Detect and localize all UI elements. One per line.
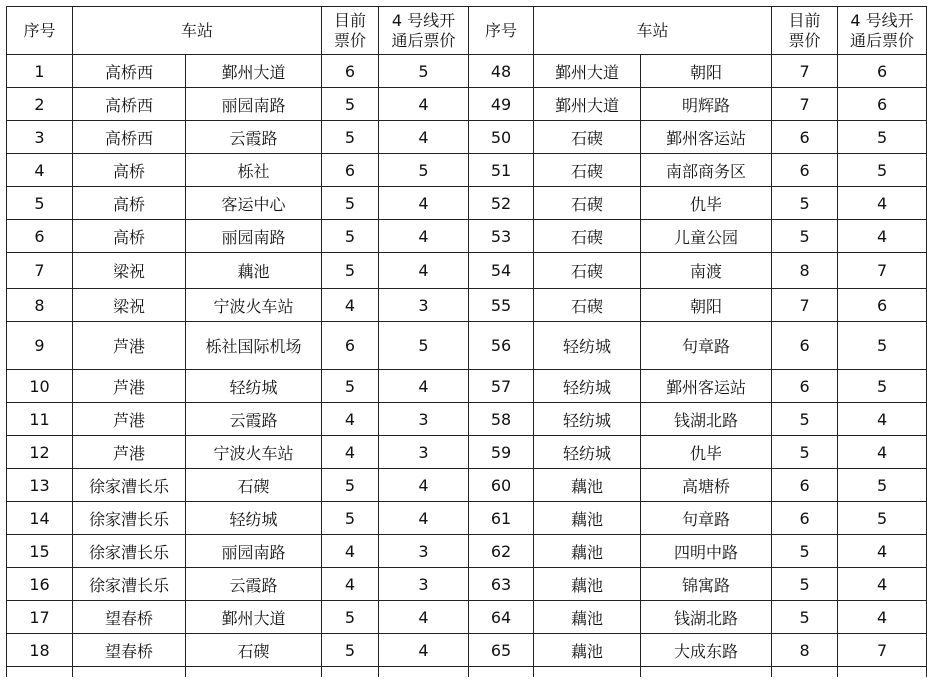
row-to-station-left: 栎社国际机场 xyxy=(186,322,322,370)
row-current-fare-left: 4 xyxy=(322,403,379,436)
row-no-right: 53 xyxy=(469,220,534,253)
row-current-fare-right: 6 xyxy=(772,154,838,187)
row-current-fare-right: 7 xyxy=(772,55,838,88)
row-no-right: 50 xyxy=(469,121,534,154)
row-no-right: 51 xyxy=(469,154,534,187)
row-no-left: 13 xyxy=(7,469,73,502)
row-after-fare-left: 4 xyxy=(379,253,469,289)
row-no-right: 59 xyxy=(469,436,534,469)
row-no-right: 54 xyxy=(469,253,534,289)
table-row xyxy=(7,220,927,253)
empty-cell xyxy=(469,667,534,678)
row-to-station-right: 仇毕 xyxy=(641,187,772,220)
empty-cell xyxy=(534,667,641,678)
row-to-station-left: 丽园南路 xyxy=(186,535,322,568)
empty-cell xyxy=(186,667,322,678)
row-after-fare-left: 4 xyxy=(379,121,469,154)
row-after-fare-left: 3 xyxy=(379,436,469,469)
table-row xyxy=(7,469,927,502)
row-after-fare-left: 3 xyxy=(379,403,469,436)
row-to-station-right: 句章路 xyxy=(641,322,772,370)
header-after-fare-line1: 4 号线开 xyxy=(850,10,914,30)
row-current-fare-right: 6 xyxy=(772,121,838,154)
row-to-station-left: 鄞州大道 xyxy=(186,55,322,88)
row-from-station-left: 徐家漕长乐 xyxy=(73,568,186,601)
table-row xyxy=(7,568,927,601)
row-from-station-left: 芦港 xyxy=(73,436,186,469)
row-after-fare-left: 4 xyxy=(379,601,469,634)
row-after-fare-left: 5 xyxy=(379,154,469,187)
row-current-fare-right: 8 xyxy=(772,253,838,289)
row-from-station-left: 高桥西 xyxy=(73,121,186,154)
row-to-station-left: 轻纺城 xyxy=(186,502,322,535)
row-from-station-left: 高桥 xyxy=(73,187,186,220)
row-no-left: 10 xyxy=(7,370,73,403)
row-to-station-right: 鄞州客运站 xyxy=(641,370,772,403)
row-no-left: 4 xyxy=(7,154,73,187)
row-no-right: 61 xyxy=(469,502,534,535)
table-row xyxy=(7,289,927,322)
row-after-fare-right: 6 xyxy=(838,289,927,322)
empty-cell xyxy=(73,667,186,678)
row-current-fare-right: 5 xyxy=(772,220,838,253)
table-row xyxy=(7,253,927,289)
row-no-right: 60 xyxy=(469,469,534,502)
row-to-station-left: 石碶 xyxy=(186,634,322,667)
header-current-fare-line1: 目前 xyxy=(334,10,367,30)
row-no-left: 1 xyxy=(7,55,73,88)
row-to-station-left: 轻纺城 xyxy=(186,370,322,403)
row-no-left: 17 xyxy=(7,601,73,634)
row-from-station-right: 石碶 xyxy=(534,220,641,253)
row-no-right: 58 xyxy=(469,403,534,436)
header-station-left: 车站 xyxy=(73,7,322,55)
table-row xyxy=(7,154,927,187)
row-from-station-left: 芦港 xyxy=(73,322,186,370)
row-no-right: 64 xyxy=(469,601,534,634)
row-from-station-right: 藕池 xyxy=(534,502,641,535)
row-from-station-right: 石碶 xyxy=(534,289,641,322)
row-current-fare-left: 6 xyxy=(322,55,379,88)
row-after-fare-right: 6 xyxy=(838,55,927,88)
row-from-station-right: 鄞州大道 xyxy=(534,55,641,88)
row-after-fare-left: 4 xyxy=(379,370,469,403)
row-to-station-left: 栎社 xyxy=(186,154,322,187)
row-current-fare-right: 8 xyxy=(772,634,838,667)
table-row xyxy=(7,403,927,436)
row-to-station-right: 高塘桥 xyxy=(641,469,772,502)
row-to-station-right: 朝阳 xyxy=(641,289,772,322)
row-no-right: 55 xyxy=(469,289,534,322)
row-to-station-right: 钱湖北路 xyxy=(641,403,772,436)
row-to-station-right: 钱湖北路 xyxy=(641,601,772,634)
header-no-right: 序号 xyxy=(469,7,534,55)
row-current-fare-right: 5 xyxy=(772,601,838,634)
row-no-right: 48 xyxy=(469,55,534,88)
row-current-fare-left: 5 xyxy=(322,502,379,535)
row-after-fare-left: 3 xyxy=(379,535,469,568)
row-no-left: 14 xyxy=(7,502,73,535)
row-current-fare-left: 5 xyxy=(322,187,379,220)
row-to-station-left: 丽园南路 xyxy=(186,88,322,121)
row-after-fare-left: 4 xyxy=(379,634,469,667)
table-row-partial xyxy=(7,667,927,678)
row-current-fare-right: 6 xyxy=(772,322,838,370)
header-after-fare-right xyxy=(838,7,927,55)
table-row xyxy=(7,535,927,568)
row-from-station-right: 藕池 xyxy=(534,535,641,568)
row-to-station-left: 藕池 xyxy=(186,253,322,289)
row-from-station-right: 轻纺城 xyxy=(534,322,641,370)
row-to-station-left: 石碶 xyxy=(186,469,322,502)
row-after-fare-left: 5 xyxy=(379,55,469,88)
row-after-fare-right: 4 xyxy=(838,220,927,253)
empty-cell xyxy=(838,667,927,678)
row-from-station-left: 高桥西 xyxy=(73,88,186,121)
row-after-fare-right: 7 xyxy=(838,253,927,289)
row-no-left: 12 xyxy=(7,436,73,469)
row-no-left: 7 xyxy=(7,253,73,289)
row-from-station-right: 石碶 xyxy=(534,187,641,220)
empty-cell xyxy=(772,667,838,678)
row-after-fare-left: 4 xyxy=(379,187,469,220)
row-current-fare-right: 5 xyxy=(772,436,838,469)
row-after-fare-right: 5 xyxy=(838,322,927,370)
row-after-fare-right: 5 xyxy=(838,370,927,403)
row-no-right: 52 xyxy=(469,187,534,220)
row-from-station-right: 轻纺城 xyxy=(534,370,641,403)
table-row xyxy=(7,121,927,154)
row-current-fare-right: 5 xyxy=(772,187,838,220)
row-no-left: 3 xyxy=(7,121,73,154)
header-current-fare-line1: 目前 xyxy=(788,10,821,30)
row-current-fare-left: 4 xyxy=(322,568,379,601)
row-no-left: 6 xyxy=(7,220,73,253)
row-current-fare-left: 5 xyxy=(322,601,379,634)
row-no-left: 18 xyxy=(7,634,73,667)
row-from-station-left: 徐家漕长乐 xyxy=(73,502,186,535)
row-current-fare-right: 5 xyxy=(772,403,838,436)
row-after-fare-right: 4 xyxy=(838,601,927,634)
row-after-fare-right: 5 xyxy=(838,502,927,535)
row-from-station-right: 轻纺城 xyxy=(534,403,641,436)
header-current-fare-right xyxy=(772,7,838,55)
row-to-station-left: 云霞路 xyxy=(186,403,322,436)
row-no-left: 11 xyxy=(7,403,73,436)
row-no-left: 8 xyxy=(7,289,73,322)
header-current-fare-line2: 票价 xyxy=(334,30,367,50)
row-current-fare-left: 5 xyxy=(322,88,379,121)
row-current-fare-right: 6 xyxy=(772,370,838,403)
row-from-station-right: 石碶 xyxy=(534,253,641,289)
row-after-fare-right: 4 xyxy=(838,436,927,469)
row-to-station-right: 朝阳 xyxy=(641,55,772,88)
fare-table xyxy=(6,6,927,677)
row-from-station-right: 藕池 xyxy=(534,469,641,502)
row-current-fare-left: 5 xyxy=(322,634,379,667)
row-current-fare-right: 7 xyxy=(772,88,838,121)
header-current-fare-line2: 票价 xyxy=(788,30,821,50)
row-after-fare-right: 4 xyxy=(838,187,927,220)
row-from-station-left: 高桥 xyxy=(73,154,186,187)
table-row xyxy=(7,88,927,121)
row-to-station-left: 宁波火车站 xyxy=(186,436,322,469)
row-to-station-right: 句章路 xyxy=(641,502,772,535)
header-after-fare-left xyxy=(379,7,469,55)
row-from-station-right: 石碶 xyxy=(534,154,641,187)
row-after-fare-left: 4 xyxy=(379,220,469,253)
row-current-fare-right: 5 xyxy=(772,535,838,568)
header-station-right: 车站 xyxy=(534,7,772,55)
row-after-fare-left: 4 xyxy=(379,88,469,121)
row-current-fare-left: 5 xyxy=(322,121,379,154)
row-from-station-left: 望春桥 xyxy=(73,634,186,667)
row-after-fare-right: 4 xyxy=(838,568,927,601)
row-after-fare-left: 3 xyxy=(379,568,469,601)
row-from-station-left: 徐家漕长乐 xyxy=(73,535,186,568)
header-current-fare-left xyxy=(322,7,379,55)
row-from-station-right: 藕池 xyxy=(534,568,641,601)
header-no-left: 序号 xyxy=(7,7,73,55)
row-no-left: 2 xyxy=(7,88,73,121)
row-to-station-right: 锦寓路 xyxy=(641,568,772,601)
row-no-left: 5 xyxy=(7,187,73,220)
row-no-right: 62 xyxy=(469,535,534,568)
row-current-fare-left: 4 xyxy=(322,535,379,568)
row-from-station-right: 藕池 xyxy=(534,634,641,667)
row-no-right: 49 xyxy=(469,88,534,121)
table-row xyxy=(7,634,927,667)
row-after-fare-left: 4 xyxy=(379,469,469,502)
table-row xyxy=(7,55,927,88)
row-current-fare-left: 4 xyxy=(322,436,379,469)
row-from-station-left: 徐家漕长乐 xyxy=(73,469,186,502)
row-after-fare-right: 6 xyxy=(838,88,927,121)
row-to-station-right: 鄞州客运站 xyxy=(641,121,772,154)
row-to-station-right: 南部商务区 xyxy=(641,154,772,187)
row-no-right: 56 xyxy=(469,322,534,370)
empty-cell xyxy=(379,667,469,678)
row-from-station-right: 轻纺城 xyxy=(534,436,641,469)
row-from-station-right: 石碶 xyxy=(534,121,641,154)
row-after-fare-right: 7 xyxy=(838,634,927,667)
row-after-fare-right: 5 xyxy=(838,154,927,187)
row-to-station-left: 客运中心 xyxy=(186,187,322,220)
row-from-station-right: 鄞州大道 xyxy=(534,88,641,121)
empty-cell xyxy=(322,667,379,678)
fare-table-body xyxy=(7,55,927,678)
table-row xyxy=(7,187,927,220)
header-after-fare-line2: 通后票价 xyxy=(391,30,456,50)
table-row xyxy=(7,601,927,634)
empty-cell xyxy=(641,667,772,678)
header-after-fare-line2: 通后票价 xyxy=(850,30,915,50)
row-after-fare-left: 3 xyxy=(379,289,469,322)
row-to-station-right: 南渡 xyxy=(641,253,772,289)
row-no-right: 63 xyxy=(469,568,534,601)
row-after-fare-left: 4 xyxy=(379,502,469,535)
row-no-left: 9 xyxy=(7,322,73,370)
row-to-station-right: 儿童公园 xyxy=(641,220,772,253)
row-current-fare-left: 5 xyxy=(322,220,379,253)
row-from-station-left: 高桥西 xyxy=(73,55,186,88)
row-no-left: 15 xyxy=(7,535,73,568)
row-after-fare-right: 5 xyxy=(838,469,927,502)
row-to-station-right: 仇毕 xyxy=(641,436,772,469)
table-row xyxy=(7,502,927,535)
row-to-station-left: 丽园南路 xyxy=(186,220,322,253)
row-current-fare-left: 5 xyxy=(322,370,379,403)
table-row xyxy=(7,370,927,403)
row-to-station-left: 云霞路 xyxy=(186,121,322,154)
row-to-station-right: 四明中路 xyxy=(641,535,772,568)
header-row xyxy=(7,7,927,55)
table-row xyxy=(7,322,927,370)
row-from-station-left: 望春桥 xyxy=(73,601,186,634)
row-to-station-left: 宁波火车站 xyxy=(186,289,322,322)
row-current-fare-left: 6 xyxy=(322,322,379,370)
row-current-fare-left: 5 xyxy=(322,469,379,502)
row-no-right: 57 xyxy=(469,370,534,403)
row-current-fare-left: 5 xyxy=(322,253,379,289)
empty-cell xyxy=(7,667,73,678)
row-from-station-right: 藕池 xyxy=(534,601,641,634)
row-current-fare-left: 6 xyxy=(322,154,379,187)
row-after-fare-left: 5 xyxy=(379,322,469,370)
row-from-station-left: 高桥 xyxy=(73,220,186,253)
row-current-fare-left: 4 xyxy=(322,289,379,322)
row-from-station-left: 梁祝 xyxy=(73,253,186,289)
row-after-fare-right: 4 xyxy=(838,403,927,436)
row-current-fare-right: 5 xyxy=(772,568,838,601)
row-current-fare-right: 7 xyxy=(772,289,838,322)
row-from-station-left: 芦港 xyxy=(73,403,186,436)
row-from-station-left: 梁祝 xyxy=(73,289,186,322)
row-no-left: 16 xyxy=(7,568,73,601)
header-after-fare-line1: 4 号线开 xyxy=(391,10,456,30)
row-to-station-right: 大成东路 xyxy=(641,634,772,667)
row-no-right: 65 xyxy=(469,634,534,667)
row-current-fare-right: 6 xyxy=(772,469,838,502)
row-after-fare-right: 4 xyxy=(838,535,927,568)
row-current-fare-right: 6 xyxy=(772,502,838,535)
row-to-station-left: 鄞州大道 xyxy=(186,601,322,634)
row-to-station-left: 云霞路 xyxy=(186,568,322,601)
row-to-station-right: 明辉路 xyxy=(641,88,772,121)
row-after-fare-right: 5 xyxy=(838,121,927,154)
row-from-station-left: 芦港 xyxy=(73,370,186,403)
table-row xyxy=(7,436,927,469)
